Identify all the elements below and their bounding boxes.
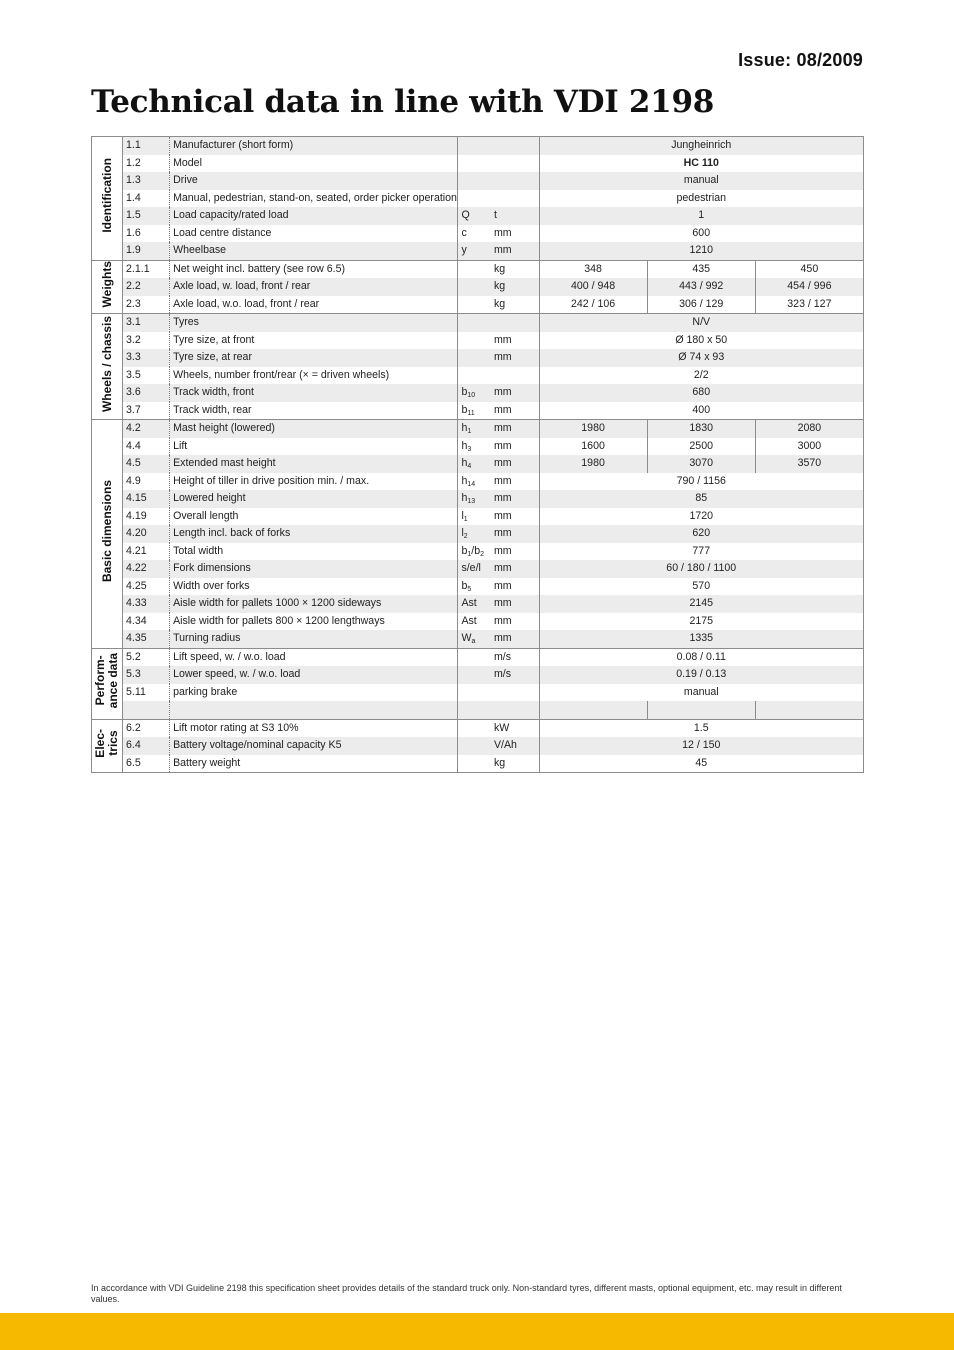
row-unit: mm: [491, 578, 539, 596]
row-description: Aisle width for pallets 800 × 1200 lengthways: [170, 613, 458, 631]
symbol-subscript: 5: [467, 585, 472, 593]
symbol-text: b: [461, 544, 468, 557]
row-symbol: [458, 543, 491, 561]
issue-date: Issue: 08/2009: [738, 50, 863, 70]
row-unit: [491, 314, 539, 332]
row-description: Tyre size, at front: [170, 332, 458, 350]
row-value: 1210: [539, 242, 863, 260]
brand-color-bar: [0, 1313, 954, 1350]
symbol-text: l: [461, 509, 464, 522]
row-unit: kg: [491, 755, 539, 773]
table-row: [92, 578, 864, 596]
row-symbol: [458, 242, 491, 260]
row-symbol: [458, 490, 491, 508]
row-symbol: [458, 438, 491, 456]
section-label-line: Elec-: [93, 728, 108, 758]
row-description: Lowered height: [170, 490, 458, 508]
row-number: 3.1: [123, 314, 170, 332]
row-number: 1.4: [123, 190, 170, 208]
table-row: [92, 595, 864, 613]
row-number: 3.2: [123, 332, 170, 350]
row-number: 4.34: [123, 613, 170, 631]
table-row: [92, 242, 864, 260]
table-row: [92, 701, 864, 719]
row-description: Fork dimensions: [170, 560, 458, 578]
row-value: 45: [695, 756, 708, 769]
row-symbol: [458, 737, 491, 755]
table-row: [92, 296, 864, 314]
row-symbol: [458, 525, 491, 543]
row-description: Height of tiller in drive position min. / max.: [170, 473, 458, 491]
row-number: 1.5: [123, 207, 170, 225]
row-number: 4.4: [123, 438, 170, 456]
row-value: 2/2: [693, 368, 709, 381]
section-label-text: [101, 158, 114, 233]
row-value: 3070: [647, 455, 755, 473]
section-label-text: [94, 653, 120, 708]
row-value: 0.08 / 0.11: [539, 648, 863, 666]
row-unit: mm: [491, 384, 539, 402]
symbol-text: s/e/l: [461, 562, 481, 575]
section-label-line: trics: [106, 730, 121, 756]
row-unit: mm: [491, 438, 539, 456]
row-value: 0.19 / 0.13: [539, 666, 863, 684]
row-symbol: [458, 172, 491, 190]
table-row: [92, 648, 864, 666]
row-value: 2080: [755, 420, 863, 438]
page-title: Technical data in line with VDI 2198: [91, 84, 714, 120]
row-unit: mm: [491, 595, 539, 613]
symbol-text: b: [461, 386, 468, 399]
section-label: [92, 137, 123, 261]
row-symbol: [458, 314, 491, 332]
row-number: 6.5: [123, 755, 170, 773]
table-row: [92, 402, 864, 420]
section-label: [92, 420, 123, 649]
symbol-text: b: [461, 579, 468, 592]
row-value: 790 / 1156: [676, 474, 726, 487]
symbol-subscript: 11: [467, 409, 475, 417]
row-value: 348: [539, 260, 647, 278]
row-value: 1720: [689, 509, 714, 522]
row-description: Tyre size, at rear: [170, 349, 458, 367]
row-number: 2.1.1: [123, 260, 170, 278]
row-number: 6.4: [123, 737, 170, 755]
row-description: Lift: [170, 438, 458, 456]
row-number: 4.22: [123, 560, 170, 578]
row-value: pedestrian: [676, 191, 726, 204]
row-value: 2175: [689, 614, 714, 627]
row-symbol: [458, 420, 491, 438]
table-row: [92, 666, 864, 684]
section-label-line: Weights: [99, 260, 114, 307]
section-label-line: Perform-: [93, 655, 108, 706]
row-value: 1.5: [539, 719, 863, 737]
symbol-text: c: [461, 226, 467, 239]
row-value: 3570: [755, 455, 863, 473]
section-label-text: [101, 261, 114, 307]
row-symbol: [458, 613, 491, 631]
row-unit: mm: [491, 543, 539, 561]
row-symbol: [458, 595, 491, 613]
row-unit: m/s: [491, 648, 539, 666]
row-symbol: [458, 755, 491, 773]
table-row: [92, 613, 864, 631]
section-label: [92, 648, 123, 719]
row-unit: [491, 367, 539, 385]
table-row: [92, 384, 864, 402]
row-unit: mm: [491, 613, 539, 631]
row-description: Wheels, number front/rear (× = driven wheels): [170, 367, 458, 385]
row-symbol: [458, 349, 491, 367]
symbol-text: Q: [461, 209, 470, 221]
symbol-text: l: [461, 527, 464, 540]
row-value: HC 110: [683, 156, 719, 169]
row-number: [123, 701, 170, 719]
row-unit: [491, 155, 539, 173]
row-unit: kg: [491, 296, 539, 314]
row-unit: mm: [491, 225, 539, 243]
row-value: 600: [692, 226, 711, 239]
row-value: 454 / 996: [755, 278, 863, 296]
row-description: Model: [170, 155, 458, 173]
table-row: [92, 190, 864, 208]
symbol-text: h: [461, 457, 468, 470]
row-value: 323 / 127: [787, 297, 832, 310]
row-description: Turning radius: [170, 630, 458, 648]
row-symbol: [458, 278, 491, 296]
row-value: 435: [647, 260, 755, 278]
row-value: Ø 74 x 93: [539, 349, 863, 367]
row-value: 400: [692, 403, 711, 416]
symbol-subscript: 14: [467, 480, 476, 488]
table-row: [92, 420, 864, 438]
table-row: [92, 278, 864, 296]
row-number: 5.3: [123, 666, 170, 684]
row-value: Ø 180 x 50: [675, 333, 728, 346]
table-row: [92, 473, 864, 491]
row-unit: V/Ah: [491, 737, 539, 755]
row-number: 6.2: [123, 719, 170, 737]
row-value: 450: [755, 260, 863, 278]
row-number: 4.2: [123, 420, 170, 438]
row-number: 4.21: [123, 543, 170, 561]
row-value: 2145: [539, 595, 863, 613]
symbol-subscript: 3: [467, 445, 472, 453]
row-value: 1600: [539, 438, 647, 456]
table-row: [92, 207, 864, 225]
symbol-text: h: [461, 422, 468, 435]
symbol-text: Ast: [461, 597, 477, 610]
row-value: N/V: [539, 314, 863, 332]
section-label: [92, 719, 123, 773]
table-row: [92, 543, 864, 561]
row-unit: [491, 684, 539, 702]
row-value: 85: [539, 490, 863, 508]
row-value: 400 / 948: [539, 278, 647, 296]
section-label-line: Basic dimensions: [99, 479, 114, 582]
table-row: [92, 630, 864, 648]
row-symbol: [458, 508, 491, 526]
table-row: [92, 490, 864, 508]
row-description: Drive: [170, 172, 458, 190]
row-symbol: [458, 578, 491, 596]
row-description: Lower speed, w. / w.o. load: [170, 666, 458, 684]
row-description: Tyres: [170, 314, 458, 332]
row-symbol: [458, 207, 491, 225]
row-description: Axle load, w. load, front / rear: [170, 278, 458, 296]
row-symbol: [458, 701, 491, 719]
row-symbol: [458, 190, 491, 208]
row-number: 4.20: [123, 525, 170, 543]
row-number: 4.15: [123, 490, 170, 508]
symbol-text: /b: [471, 544, 481, 557]
row-unit: mm: [491, 490, 539, 508]
row-unit: [491, 137, 539, 155]
row-value: 680: [539, 384, 863, 402]
row-symbol: [458, 296, 491, 314]
row-unit: mm: [491, 332, 539, 350]
row-unit: mm: [491, 402, 539, 420]
table-row: [92, 137, 864, 155]
row-number: 5.11: [123, 684, 170, 702]
table-row: [92, 684, 864, 702]
row-description: Track width, rear: [170, 402, 458, 420]
row-description: Axle load, w.o. load, front / rear: [170, 296, 458, 314]
spec-table: [91, 136, 864, 773]
row-value: 2500: [647, 438, 755, 456]
row-symbol: [458, 402, 491, 420]
symbol-subscript: 2: [480, 550, 484, 558]
row-symbol: [458, 719, 491, 737]
symbol-subscript: 4: [467, 463, 472, 471]
row-symbol: [458, 473, 491, 491]
row-symbol: [458, 648, 491, 666]
row-symbol: [458, 137, 491, 155]
row-value: Jungheinrich: [539, 137, 863, 155]
symbol-text: h: [461, 492, 468, 505]
row-symbol: [458, 384, 491, 402]
table-row: [92, 260, 864, 278]
symbol-subscript: 13: [467, 498, 476, 506]
row-symbol: [458, 332, 491, 350]
table-row: [92, 172, 864, 190]
table-row: [92, 367, 864, 385]
row-symbol: [458, 367, 491, 385]
row-value: 60 / 180 / 1100: [539, 560, 863, 578]
row-description: Net weight incl. battery (see row 6.5): [170, 260, 458, 278]
row-unit: [491, 172, 539, 190]
symbol-subscript: 2: [463, 533, 468, 541]
row-unit: mm: [491, 455, 539, 473]
table-row: [92, 438, 864, 456]
row-symbol: [458, 225, 491, 243]
row-unit: mm: [491, 630, 539, 648]
row-description: parking brake: [170, 684, 458, 702]
row-description: Manual, pedestrian, stand-on, seated, order picker operation: [170, 190, 458, 208]
row-number: 4.9: [123, 473, 170, 491]
table-row: [92, 225, 864, 243]
row-number: 1.1: [123, 137, 170, 155]
row-value: 1980: [539, 455, 647, 473]
row-description: [170, 701, 458, 719]
table-row: [92, 755, 864, 773]
row-description: Load centre distance: [170, 225, 458, 243]
row-number: 2.3: [123, 296, 170, 314]
table-row: [92, 508, 864, 526]
row-value: 777: [692, 544, 711, 557]
row-unit: kg: [491, 260, 539, 278]
row-description: Lift motor rating at S3 10%: [170, 719, 458, 737]
row-unit: [491, 190, 539, 208]
row-number: 5.2: [123, 648, 170, 666]
row-value: manual: [683, 685, 719, 698]
row-value: 620: [539, 525, 863, 543]
row-number: 3.6: [123, 384, 170, 402]
row-description: Aisle width for pallets 1000 × 1200 sideways: [170, 595, 458, 613]
row-value: 242 / 106: [539, 296, 647, 314]
section-label-line: ance data: [106, 653, 121, 709]
row-value: 306 / 129: [647, 296, 755, 314]
row-description: Lift speed, w. / w.o. load: [170, 648, 458, 666]
symbol-subscript: a: [471, 638, 476, 646]
row-number: 1.3: [123, 172, 170, 190]
row-unit: mm: [491, 525, 539, 543]
row-unit: kg: [491, 278, 539, 296]
row-description: Battery voltage/nominal capacity K5: [170, 737, 458, 755]
row-description: Extended mast height: [170, 455, 458, 473]
row-value: manual: [539, 172, 863, 190]
symbol-subscript: 1: [467, 550, 472, 558]
row-number: 3.5: [123, 367, 170, 385]
row-unit: t: [491, 207, 539, 225]
row-symbol: [458, 260, 491, 278]
row-symbol: [458, 630, 491, 648]
row-value: [647, 701, 755, 719]
row-number: 4.33: [123, 595, 170, 613]
table-row: [92, 314, 864, 332]
row-symbol: [458, 155, 491, 173]
table-row: [92, 455, 864, 473]
row-value: [755, 701, 863, 719]
row-value: 570: [692, 579, 711, 592]
symbol-subscript: 10: [467, 392, 476, 400]
symbol-text: b: [461, 403, 468, 416]
row-unit: mm: [491, 420, 539, 438]
row-symbol: [458, 455, 491, 473]
symbol-subscript: 1: [463, 515, 468, 523]
row-unit: [491, 701, 539, 719]
row-number: 1.6: [123, 225, 170, 243]
section-label-text: [94, 729, 120, 758]
section-label: [92, 314, 123, 420]
row-unit: mm: [491, 349, 539, 367]
symbol-text: h: [461, 474, 468, 487]
row-unit: kW: [491, 719, 539, 737]
section-label-text: [101, 480, 114, 582]
table-row: [92, 332, 864, 350]
row-description: Overall length: [170, 508, 458, 526]
row-symbol: [458, 666, 491, 684]
row-symbol: [458, 560, 491, 578]
row-description: Wheelbase: [170, 242, 458, 260]
row-unit: mm: [491, 473, 539, 491]
row-description: Load capacity/rated load: [170, 207, 458, 225]
row-description: Manufacturer (short form): [170, 137, 458, 155]
section-label: [92, 260, 123, 314]
row-number: 2.2: [123, 278, 170, 296]
row-description: Length incl. back of forks: [170, 525, 458, 543]
section-label-line: Identification: [99, 157, 114, 233]
row-number: 1.9: [123, 242, 170, 260]
symbol-subscript: 1: [467, 428, 472, 436]
row-unit: m/s: [491, 666, 539, 684]
row-symbol: [458, 684, 491, 702]
row-description: Track width, front: [170, 384, 458, 402]
row-number: 3.3: [123, 349, 170, 367]
row-value: 12 / 150: [539, 737, 863, 755]
row-description: Mast height (lowered): [170, 420, 458, 438]
row-unit: mm: [491, 508, 539, 526]
row-number: 4.35: [123, 630, 170, 648]
symbol-text: Ast: [461, 614, 477, 627]
row-description: Width over forks: [170, 578, 458, 596]
row-description: Battery weight: [170, 755, 458, 773]
table-row: [92, 525, 864, 543]
section-label-text: [101, 316, 114, 412]
row-value: 1830: [647, 420, 755, 438]
table-row: [92, 155, 864, 173]
table-row: [92, 560, 864, 578]
row-description: Total width: [170, 543, 458, 561]
row-number: 4.25: [123, 578, 170, 596]
row-value: [539, 701, 647, 719]
row-unit: mm: [491, 242, 539, 260]
row-value: 1: [539, 207, 863, 225]
symbol-text: W: [461, 632, 472, 645]
row-number: 4.5: [123, 455, 170, 473]
row-number: 1.2: [123, 155, 170, 173]
symbol-text: h: [461, 439, 468, 452]
row-number: 4.19: [123, 508, 170, 526]
row-number: 3.7: [123, 402, 170, 420]
symbol-text: y: [461, 244, 467, 256]
row-unit: mm: [491, 560, 539, 578]
row-value: 1335: [539, 630, 863, 648]
table-row: [92, 349, 864, 367]
row-value: 443 / 992: [647, 278, 755, 296]
table-row: [92, 719, 864, 737]
table-row: [92, 737, 864, 755]
section-label-line: Wheels / chassis: [99, 315, 114, 412]
row-value: 1980: [539, 420, 647, 438]
row-value: 3000: [797, 439, 822, 452]
footnote: In accordance with VDI Guideline 2198 this specification sheet provides details of the standard truck only. Non-standard tyres, different masts, optional equipment, etc. may result in different values.: [91, 1283, 842, 1304]
